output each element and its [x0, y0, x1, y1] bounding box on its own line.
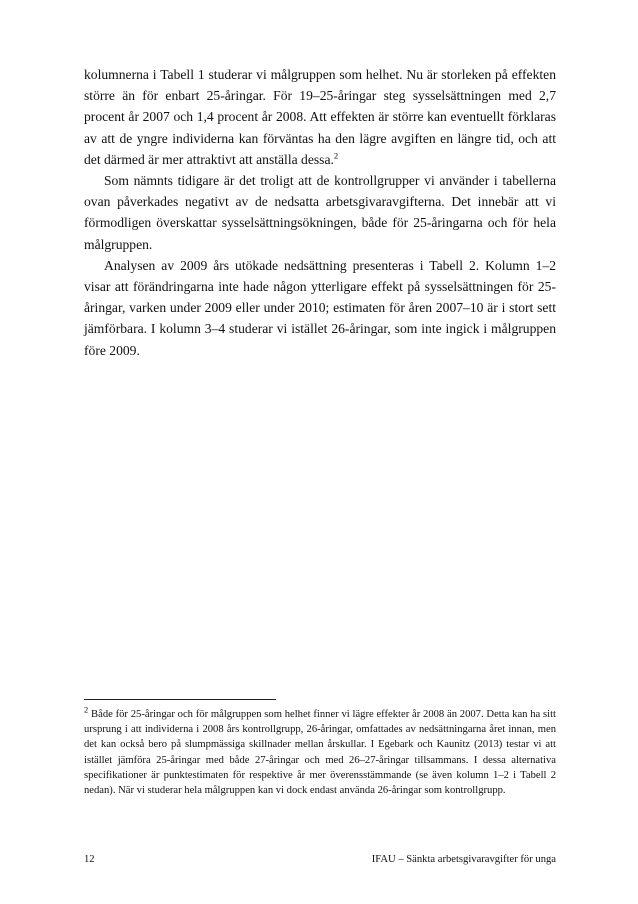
footnote-separator	[84, 699, 276, 700]
page-number: 12	[84, 854, 95, 865]
paragraph-1	[84, 64, 556, 170]
footnote	[84, 704, 556, 798]
paragraph-3: Analysen av 2009 års utökade nedsättning presenteras i Tabell 2. Kolumn 1–2 visar att förändringarna inte hade någon ytterligare effekt på sysselsättningen för 25-åringar, varken under 2009 eller under 2010; estimaten för åren 2007–10 är i stort sett jämförbara. I kolumn 3–4 studerar vi istället 26-åringar, som inte ingick i målgruppen före 2009.	[84, 257, 556, 358]
footnote-text: Både för 25-åringar och för målgruppen som helhet finner vi lägre effekter år 2008 än 2007. Detta kan ha sitt ursprung i att individerna i 2008 års kontrollgrupp, 26-åringar, omfattades av nedsättningarna året innan, men det kan också bero på slumpmässiga skillnader mellan årskullar. I Egebark och Kaunitz (2013) testar vi att istället jämföra 25-åringar med både 27-åringar och med 26–27-åringar tillsammans. I dessa alternativa specifikationer är punktestimaten för respektive år mer överensstämmande (se även kolumn 1–2 i Tabell 2 nedan). När vi studerar hela målgruppen kan vi dock endast använda 26-åringar som kontrollgrupp.	[84, 709, 556, 797]
footnote-marker: 2	[84, 704, 89, 715]
running-title: IFAU – Sänkta arbetsgivaravgifter för unga	[371, 854, 556, 865]
footnote-reference[interactable]: 2	[333, 150, 339, 161]
paragraph-2: Som nämnts tidigare är det troligt att de kontrollgrupper vi använder i tabellerna ovan påverkades negativt av de nedsatta arbetsgivaravgifterna. Det innebär att vi förmodligen överskattar sysselsättningsökningen, både för 25-åringarna och för hela målgruppen.	[84, 173, 556, 252]
paragraph-1-text: kolumnerna i Tabell 1 studerar vi målgruppen som helhet. Nu är storleken på effekten större än för enbart 25-åringar. För 19–25-åringar steg sysselsättningen med 2,7 procent år 2007 och 1,4 procent år 2008. Att effekten är större kan eventuellt förklaras av att de yngre individerna kan förväntas ha den lägre avgiften en längre tid, och att det därmed är mer attraktivt att anställa dessa.	[84, 67, 556, 167]
body-text	[84, 64, 556, 361]
